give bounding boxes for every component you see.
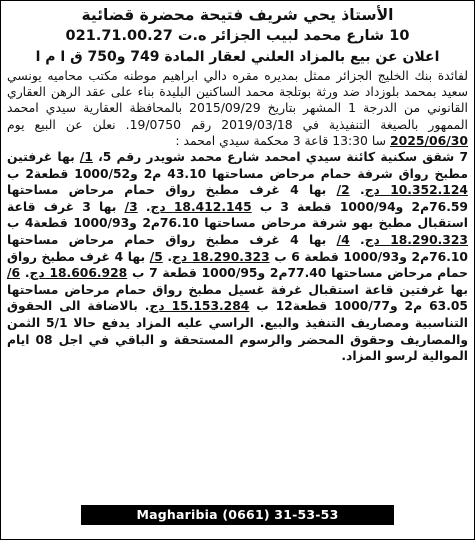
property-summary: 7 شقق سكنية كائنة سيدي امحمد شارع محمد شويدر رقم 5،: [92, 150, 468, 165]
separator: .: [137, 199, 151, 214]
lot-4-label: 4/: [336, 232, 350, 247]
notice-subject: اعلان عن بيع بالمزاد العلني لعقار المادة 749 و750 ق ا م ا: [35, 49, 440, 65]
lot-6-price: 15.153.284 دج: [149, 299, 250, 314]
property-description: [7, 149, 468, 365]
lot-3-label: 3/: [124, 199, 138, 214]
lot-2-price: 18.412.145 دج: [150, 199, 252, 214]
lot-2-description: بها 4 غرف مطبخ رواق حمام مرحاض مساحتها 76.59م2 و1000/94 قطعة 3 ب: [7, 183, 468, 214]
lot-1-price: 10.352.124 دج: [364, 183, 468, 198]
lot-4-description: بها 4 غرف مطبخ رواق حمام مرحاض مساحتها 76.10م2 و1000/93 قطعة 6 ب: [7, 232, 468, 264]
lot-5-label: 5/: [149, 249, 163, 264]
notice-title: الأستاذ يحي شريف فتيحة محضرة قضائية: [81, 6, 394, 24]
notice-intro: [7, 68, 468, 149]
lot-1-label: 1/: [79, 150, 93, 165]
lot-1-description: بها غرفتين مطبخ رواق شرفة حمام مرحاض مساحتها 43.10 م2 و1000/52 قطعة2 ب: [7, 150, 468, 181]
separator: .: [349, 183, 365, 198]
lot-3-price: 18.290.323 دج: [364, 232, 468, 247]
lot-5-description: بها 4 غرف مطبخ رواق حمام مرحاض مساحتها 77.40م2 و1000/95 قطعة 7 ب: [7, 249, 469, 281]
separator: .: [349, 232, 365, 247]
lot-6-description: بها غرفتين قاعة استقبال غرفة غسيل مطبخ رواق حمام مرحاض مساحتها 63.05 م2 و1000/77 قطعة12 ب: [7, 282, 468, 314]
lot-6-label: 6/: [7, 266, 21, 281]
lot-2-label: 2/: [336, 183, 350, 198]
sale-date: 2025/06/30: [389, 132, 468, 148]
intro-text: لفائدة بنك الخليج الجزائر ممثل بمديره مقره دالي ابراهيم موطنه مكتب محاميه يونسي سعيد بمحمد بلوزداد ضد ورثة بوتلجة محمد الساكنين البليدة بناء على عقد الرهن العقاري القانوني من الدرجة 1 المشهر بتاريخ 2015/09/29 بالمحافظة العقارية سيدي امحمد الممهور بالصيغة التنفيذية في 2019/03/18 رقم 19/0750. نعلن عن البيع يوم: [7, 68, 468, 132]
notice-content: [7, 5, 468, 365]
separator: .: [20, 266, 30, 281]
lot-4-price: 18.290.323 دج: [172, 249, 270, 264]
lot-3-description: بها 3 غرف قاعة استقبال مطبخ بهو شرفة مرحاض مساحتها 76.10م2 و1000/93 قطعة4 ب: [7, 199, 468, 231]
sale-time-place: سا 13:30 قاعة 3 محكمة سيدي امحمد :: [175, 132, 390, 148]
publisher-footer: Magharibia (0661) 31-53-53: [81, 505, 394, 525]
notice-address: 10 شارع محمد لبيب الجزائر ه.ت 021.71.00.27: [65, 28, 410, 44]
notice-terms: . بالاضافة الى الحقوق التناسبية ومصاريف التنفيذ والبيع. الراسي عليه المزاد يدفع حالا 5/1 الثمن والمصاريف وحقوق المحضر والرسوم المستحقة و الباقي في اجل 08 ايام الموالية لرسو المزاد.: [7, 299, 468, 364]
separator: .: [162, 249, 173, 264]
lot-5-price: 18.606.928 دج: [29, 266, 128, 281]
